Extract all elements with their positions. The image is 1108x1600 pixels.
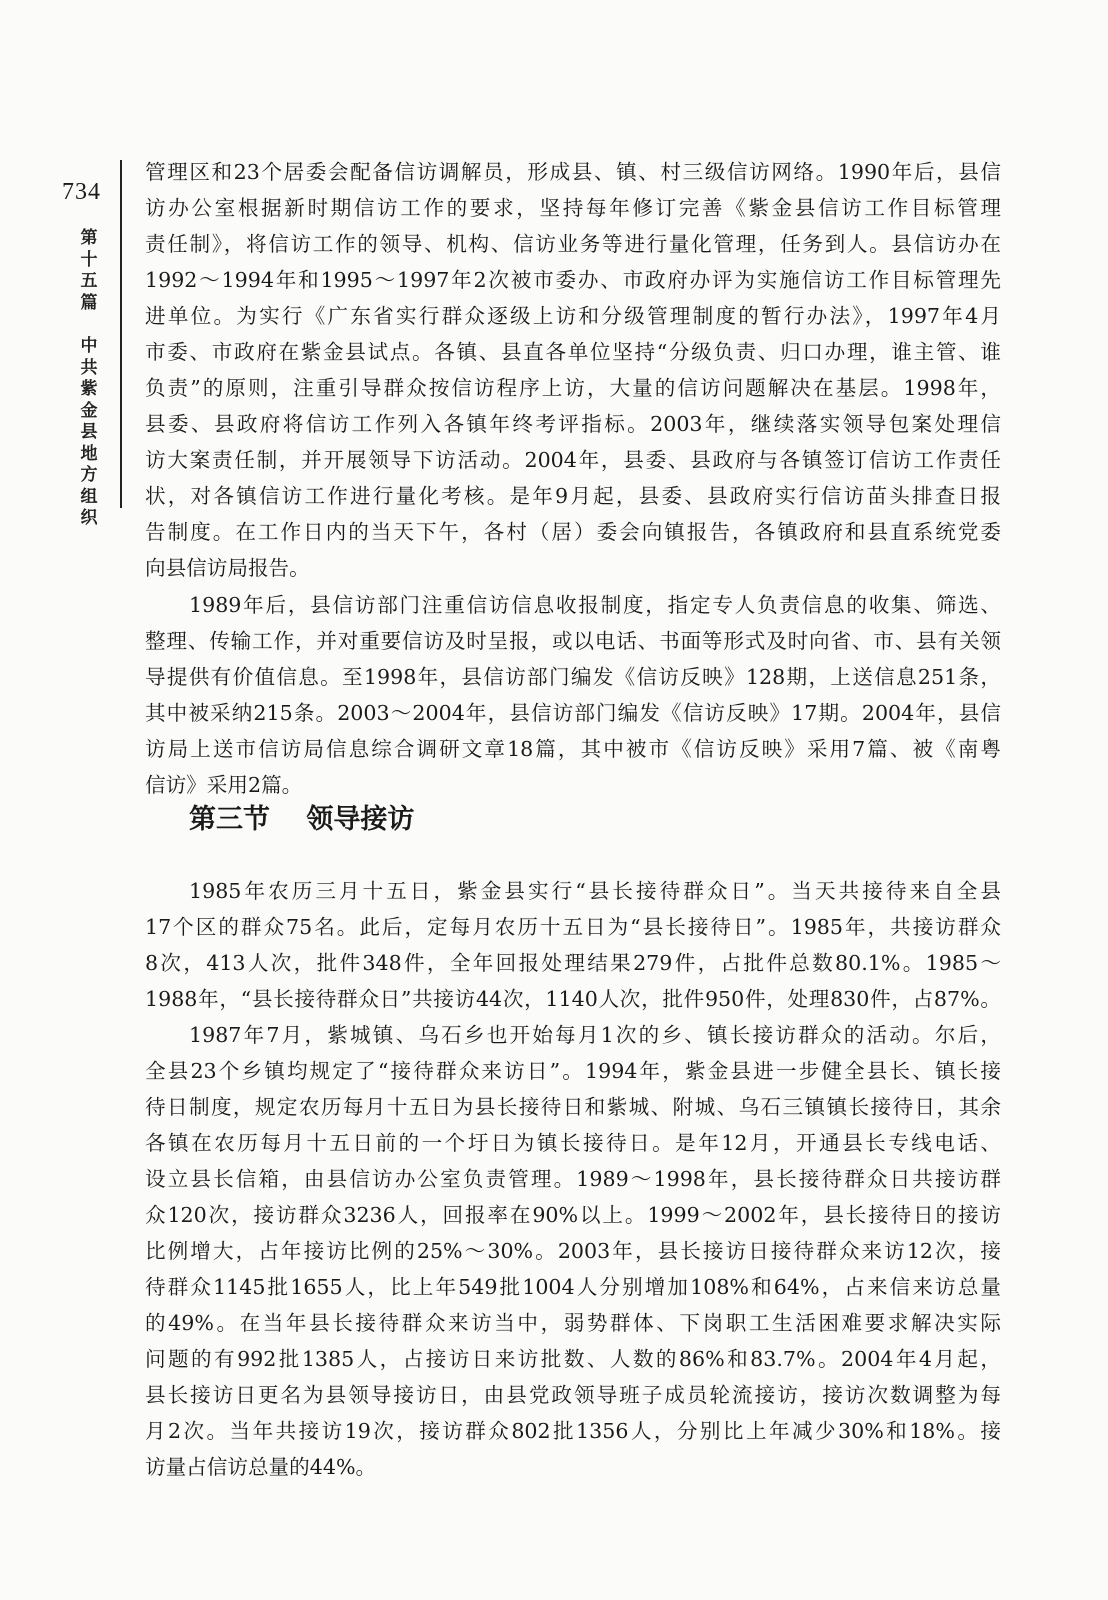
text-line: 比例增大，占年接访比例的25%～30%。2003年，县长接访日接待群众来访12次，接 [145,1239,1001,1263]
running-title-char: 县 [80,422,98,442]
text-line: 各镇在农历每月十五日前的一个圩日为镇长接待日。是年12月，开通县长专线电话、 [145,1131,1001,1155]
running-title-char: 金 [80,400,98,421]
text-line: 1989年后，县信访部门注重信访信息收报制度，指定专人负责信息的收集、筛选、 [189,593,1001,617]
running-title-char: 织 [80,508,98,528]
running-title-char: 组 [80,486,98,507]
running-title-char: 篇 [80,292,98,313]
text-line: 访量占信访总量的44%。 [145,1455,377,1479]
running-title-char: 五 [80,271,98,291]
running-title-char: 紫 [80,379,98,399]
running-title [74,228,104,530]
text-line: 1987年7月，紫城镇、乌石乡也开始每月1次的乡、镇长接访群众的活动。尔后， [189,1023,1001,1047]
text-line: 全县23个乡镇均规定了“接待群众来访日”。1994年，紫金县进一步健全县长、镇长接 [145,1059,1001,1083]
text-line: 市委、市政府在紫金县试点。各镇、县直各单位坚持“分级负责、归口办理，谁主管、谁 [145,340,1001,364]
text-line: 1988年，“县长接待群众日”共接访44次，1140人次，批件950件，处理830件，占87%。 [145,987,1001,1011]
text-line: 管理区和23个居委会配备信访调解员，形成县、镇、村三级信访网络。1990年后，县信 [145,160,1001,184]
text-line: 整理、传输工作，并对重要信访及时呈报，或以电话、书面等形式及时向省、市、县有关领 [145,629,1001,653]
margin-rule [120,160,122,508]
text-line: 告制度。在工作日内的当天下午，各村（居）委会向镇报告，各镇政府和县直系统党委 [145,520,1001,544]
text-line: 1992～1994年和1995～1997年2次被市委办、市政府办评为实施信访工作目标管理先 [145,268,1001,292]
text-line: 访办公室根据新时期信访工作的要求，坚持每年修订完善《紫金县信访工作目标管理 [145,196,1001,220]
text-line: 月2次。当年共接访19次，接访群众802批1356人，分别比上年减少30%和18%。接 [145,1419,1001,1443]
text-line: 其中被采纳215条。2003～2004年，县信访部门编发《信访反映》17期。2004年，县信 [145,701,1001,725]
text-line: 设立县长信箱，由县信访办公室负责管理。1989～1998年，县长接待群众日共接访群 [145,1167,1001,1191]
running-title-char: 第 [80,228,98,248]
page-number: 734 [62,179,101,205]
text-line: 访大案责任制，并开展领导下访活动。2004年，县委、县政府与各镇签订信访工作责任 [145,448,1001,472]
text-line: 的49%。在当年县长接待群众来访当中，弱势群体、下岗职工生活困难要求解决实际 [145,1311,1001,1335]
text-line: 进单位。为实行《广东省实行群众逐级上访和分级管理制度的暂行办法》，1997年4月 [145,304,1001,328]
text-line: 17个区的群众75名。此后，定每月农历十五日为“县长接待日”。1985年，共接访群众 [145,915,1001,939]
running-title-char: 中 [80,336,98,356]
text-line: 县委、县政府将信访工作列入各镇年终考评指标。2003年，继续落实领导包案处理信 [145,412,1001,436]
text-line: 访局上送市信访局信息综合调研文章18篇，其中被市《信访反映》采用7篇、被《南粤 [145,737,1001,761]
running-title-char: 方 [80,465,98,485]
running-title-char: 地 [80,443,98,464]
running-title-char: 共 [80,357,98,378]
text-line: 1985年农历三月十五日，紫金县实行“县长接待群众日”。当天共接待来自全县 [189,879,1001,903]
text-line: 责任制》，将信访工作的领导、机构、信访业务等进行量化管理，任务到人。县信访办在 [145,232,1001,256]
text-line: 状，对各镇信访工作进行量化考核。是年9月起，县委、县政府实行信访苗头排查日报 [145,484,1001,508]
text-line: 待群众1145批1655人，比上年549批1004人分别增加108%和64%，占来信来访总量 [145,1275,1001,1299]
running-title-char: 十 [80,249,98,270]
text-line: 8次，413人次，批件348件，全年回报处理结果279件，占批件总数80.1%。1985～ [145,951,1001,975]
text-line: 信访》采用2篇。 [145,773,303,797]
text-line: 导提供有价值信息。至1998年，县信访部门编发《信访反映》128期，上送信息251条， [145,665,1001,689]
text-line: 众120次，接访群众3236人，回报率在90%以上。1999～2002年，县长接待日的接访 [145,1203,1001,1227]
section-heading: 第三节 领导接访 [189,804,415,835]
text-line: 向县信访局报告。 [145,556,310,580]
text-line: 负责”的原则，注重引导群众按信访程序上访，大量的信访问题解决在基层。1998年， [145,376,1001,400]
text-line: 待日制度，规定农历每月十五日为县长接待日和紫城、附城、乌石三镇镇长接待日，其余 [145,1095,1001,1119]
text-line: 问题的有992批1385人，占接访日来访批数、人数的86%和83.7%。2004年4月起， [145,1347,1001,1371]
text-line: 县长接访日更名为县领导接访日，由县党政领导班子成员轮流接访，接访次数调整为每 [145,1383,1001,1407]
